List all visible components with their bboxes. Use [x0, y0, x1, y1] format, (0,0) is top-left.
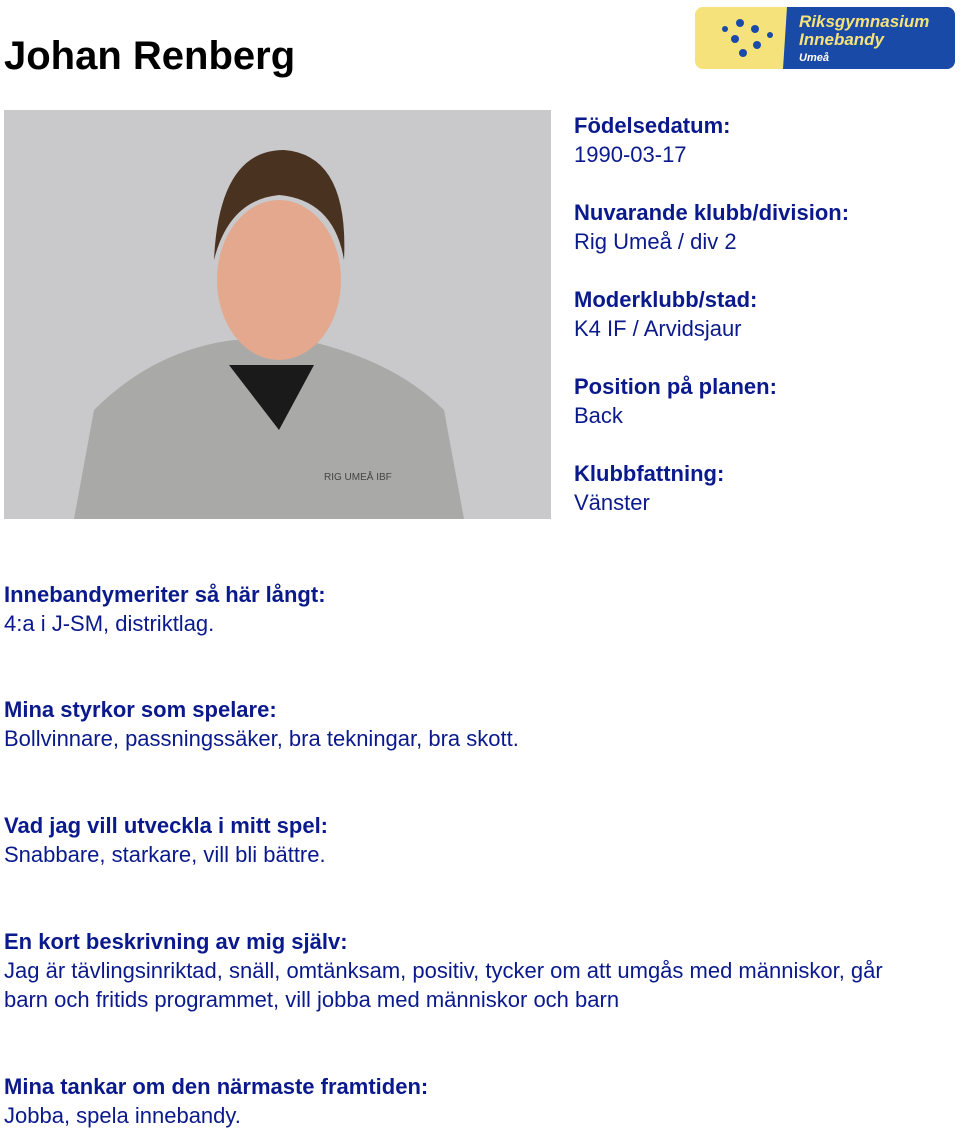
section-merits — [4, 580, 326, 638]
field-label: Nuvarande klubb/division: — [574, 200, 850, 225]
section-label: Innebandymeriter så här långt: — [4, 582, 326, 607]
section-label: Mina tankar om den närmaste framtiden: — [4, 1074, 429, 1099]
photo-print: RIG UMEÅ IBF — [324, 472, 392, 483]
section-value: Bollvinnare, passningssäker, bra tekningar, bra skott. — [4, 726, 519, 751]
field-label: Moderklubb/stad: — [574, 287, 758, 312]
field-value: 1990-03-17 — [574, 142, 687, 167]
svg-text:Riksgymnasium: Riksgymnasium — [799, 12, 930, 31]
section-develop — [4, 811, 328, 869]
svg-text:Innebandy: Innebandy — [799, 30, 885, 49]
section-value: Jag är tävlingsinriktad, snäll, omtänksam, positiv, tycker om att umgås med människor, går barn och fritids programmet, vill jobba med människor och barn — [4, 958, 883, 1012]
field-club — [574, 198, 849, 256]
page-title: Johan Renberg — [4, 34, 296, 78]
section-description — [4, 927, 904, 1014]
section-value: Jobba, spela innebandy. — [4, 1103, 241, 1128]
section-label: En kort beskrivning av mig själv: — [4, 929, 348, 954]
section-label: Mina styrkor som spelare: — [4, 697, 277, 722]
field-label: Födelsedatum: — [574, 113, 731, 138]
field-label: Position på planen: — [574, 374, 777, 399]
section-strengths — [4, 695, 519, 753]
svg-text:Umeå: Umeå — [799, 52, 829, 64]
club-logo — [695, 5, 955, 71]
field-value: Rig Umeå / div 2 — [574, 229, 737, 254]
section-label: Vad jag vill utveckla i mitt spel: — [4, 813, 329, 838]
player-photo — [4, 110, 551, 519]
field-label: Klubbfattning: — [574, 461, 725, 486]
section-value: 4:a i J-SM, distriktlag. — [4, 611, 215, 636]
field-birthdate — [574, 111, 730, 169]
field-grip — [574, 459, 724, 517]
section-future — [4, 1072, 428, 1130]
field-position — [574, 372, 777, 430]
field-value: Vänster — [574, 490, 650, 515]
field-home-club — [574, 285, 757, 343]
section-value: Snabbare, starkare, vill bli bättre. — [4, 842, 326, 867]
field-value: K4 IF / Arvidsjaur — [574, 316, 742, 341]
field-value: Back — [574, 403, 623, 428]
